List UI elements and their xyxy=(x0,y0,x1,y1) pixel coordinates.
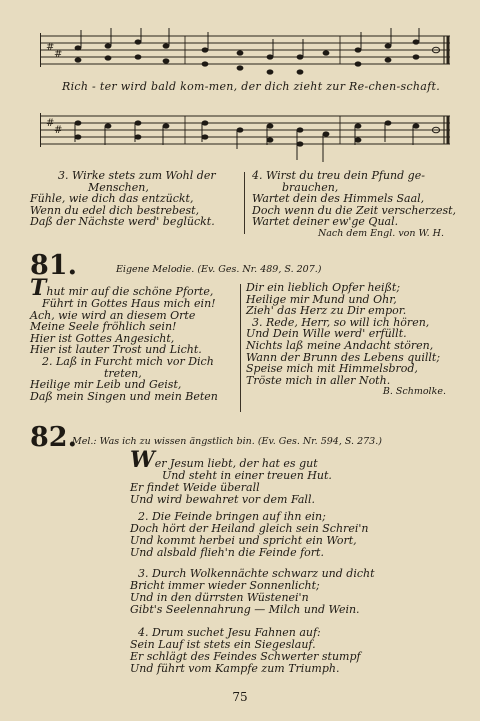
verse-line: Fühle, wie dich das entzückt, xyxy=(30,192,194,206)
verse-line: treten, xyxy=(104,366,142,380)
verse-line: Gibt's Seelennahrung — Milch und Wein. xyxy=(130,602,360,616)
svg-text:#: # xyxy=(46,118,55,129)
verse-line: Menschen, xyxy=(88,180,149,194)
stanza-4-right xyxy=(252,170,456,240)
hymn81-right-column xyxy=(246,282,446,398)
verse-line: 3. Rede, Herr, so will ich hören, xyxy=(252,315,430,329)
bass-staff xyxy=(40,112,450,168)
verse-line: 3. Durch Wolkennächte schwarz und dicht xyxy=(138,567,375,580)
verse-line: 3. Wirke stets zum Wohl der xyxy=(58,169,216,182)
hymn-number: 82. xyxy=(30,422,77,453)
page-number: 75 xyxy=(232,690,248,704)
verse-line: 2. Die Feinde bringen auf ihn ein; xyxy=(138,510,326,523)
column-divider xyxy=(240,284,241,412)
svg-text:#: # xyxy=(54,125,63,136)
verse-line: Hier ist Gottes Angesicht, xyxy=(30,331,175,345)
hymn82-stanza-1 xyxy=(130,447,332,506)
verse-line: Zieh' das Herz zu Dir empor. xyxy=(246,304,407,318)
verse-line: Daß der Nächste werd' beglückt. xyxy=(30,215,215,229)
verse-line: Und kommt herbei und spricht ein Wort, xyxy=(130,533,357,547)
verse-line: Wann der Brunn des Lebens quillt; xyxy=(246,350,441,364)
verse-line: Wartet dein des Himmels Saal, xyxy=(252,192,425,206)
staff-lyric: Rich - ter wird bald kom-men, der dich zieht zur Re-chen-schaft. xyxy=(62,80,441,93)
verse-line: Sein Lauf ist stets ein Siegeslauf. xyxy=(130,637,316,651)
verse-line: 2. Laß in Furcht mich vor Dich xyxy=(42,354,214,368)
svg-text:#: # xyxy=(54,49,63,60)
verse-line: 4. Wirst du treu dein Pfund ge- xyxy=(252,169,425,182)
verse-line: Speise mich mit Himmelsbrod, xyxy=(246,362,418,376)
verse-line: Ach, wie wird an diesem Orte xyxy=(30,308,196,322)
verse-line: Und wird bewahret vor dem Fall. xyxy=(130,492,315,506)
verse-line: Nichts laß meine Andacht stören, xyxy=(246,338,434,352)
svg-text:#: # xyxy=(46,42,55,53)
verse-line: Er findet Weide überall xyxy=(130,480,260,494)
hymn82-stanza-3 xyxy=(130,568,375,616)
verse-line: Und in den dürrsten Wüstenei'n xyxy=(130,590,309,604)
verse-line: Doch wenn du die Zeit verscherzest, xyxy=(252,203,457,217)
hymn82-stanza-4 xyxy=(130,627,361,675)
verse-line: brauchen, xyxy=(282,180,339,194)
column-divider xyxy=(244,172,245,234)
verse-line: Dir ein lieblich Opfer heißt; xyxy=(246,281,401,294)
verse-line: er Jesum liebt, der hat es gut xyxy=(154,457,318,470)
verse-line: Daß mein Singen und mein Beten xyxy=(30,389,218,403)
verse-line: Wenn du edel dich bestrebest, xyxy=(30,203,200,217)
verse-line: Wartet deiner ew'ge Qual. xyxy=(252,215,399,229)
attribution: Nach dem Engl. von W. H. xyxy=(317,227,444,239)
verse-line: Heilige mir Leib und Geist, xyxy=(30,378,182,392)
verse-line: Und führt vom Kampfe zum Triumph. xyxy=(130,661,340,675)
verse-line: hut mir auf die schöne Pforte, xyxy=(46,285,214,298)
drop-initial: T xyxy=(30,275,47,301)
attribution: B. Schmolke. xyxy=(382,386,446,398)
verse-line: Hier ist lauter Trost und Licht. xyxy=(30,343,202,357)
hymn-header: Mel.: Was ich zu wissen ängstlich bin. (Ev. Ges. Nr. 594, S. 273.) xyxy=(72,436,382,447)
verse-line: Führt in Gottes Haus mich ein! xyxy=(42,297,216,310)
verse-line: Meine Seele fröhlich sein! xyxy=(30,320,177,334)
verse-line: Bricht immer wieder Sonnenlicht; xyxy=(130,578,320,592)
verse-line: Und steht in einer treuen Hut. xyxy=(162,469,332,482)
stanza-3-left xyxy=(30,170,216,228)
verse-line: Tröste mich in aller Noth. xyxy=(246,373,391,387)
verse-line: Und Dein Wille werd' erfüllt. xyxy=(246,327,407,341)
hymn82-stanza-2 xyxy=(130,511,368,559)
verse-line: Und alsbald flieh'n die Feinde fort. xyxy=(130,545,324,559)
verse-line: 4. Drum suchet Jesu Fahnen auf: xyxy=(138,626,321,639)
hymn-number: 81. xyxy=(30,250,77,281)
verse-line: Heilige mir Mund und Ohr, xyxy=(246,292,397,306)
drop-initial: W xyxy=(130,447,155,473)
verse-line: Doch hört der Heiland gleich sein Schrei'n xyxy=(130,521,369,535)
verse-line: Er schlägt des Feindes Schwerter stumpf xyxy=(130,649,361,663)
hymn-header: Eigene Melodie. (Ev. Ges. Nr. 489, S. 207.) xyxy=(116,264,322,275)
treble-staff xyxy=(40,28,450,78)
hymn81-left-column xyxy=(30,275,218,403)
